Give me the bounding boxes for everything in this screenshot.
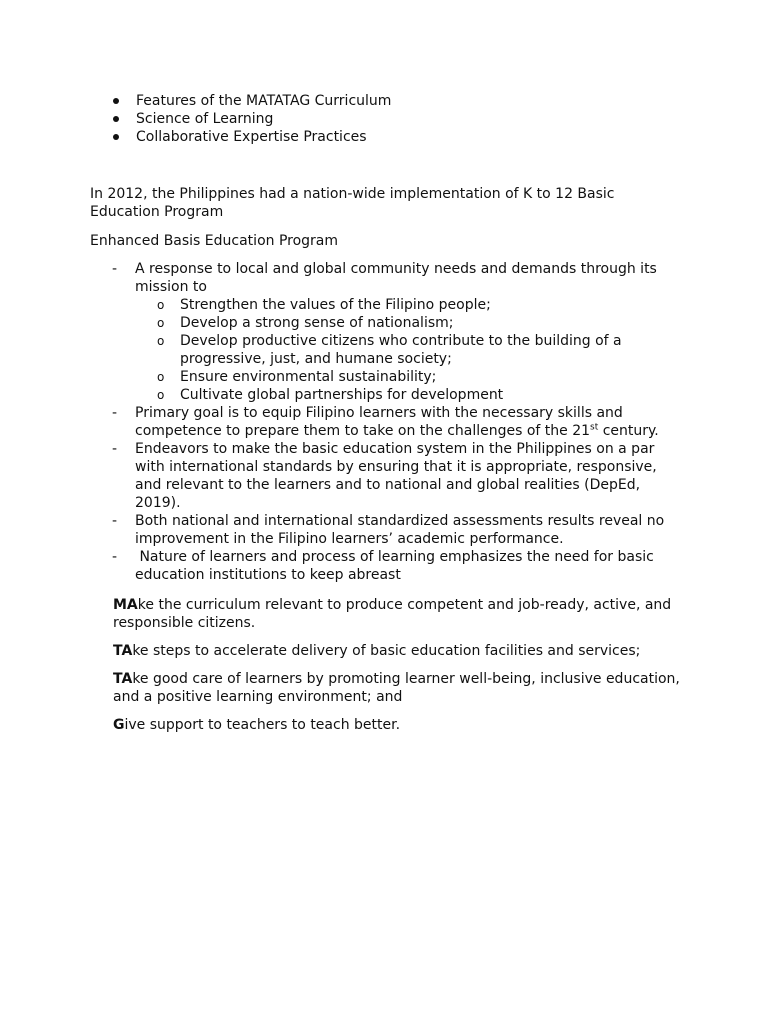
matatag-paragraph-ta-care: TAke good care of learners by promoting learner well-being, inclusive education, and a positive learning environment; and	[113, 671, 680, 705]
list-item: o Strengthen the values of the Filipino people;	[157, 297, 491, 313]
mission-list	[135, 296, 680, 404]
circle-bullet-icon: o	[157, 298, 165, 312]
dash-marker: -	[112, 441, 118, 457]
list-item: Features of the MATATAG Curriculum	[110, 92, 391, 110]
circle-bullet-icon: o	[157, 316, 165, 330]
list-item: o Develop a strong sense of nationalism;	[157, 315, 454, 331]
dash-marker: -	[112, 549, 118, 565]
intro-paragraph: In 2012, the Philippines had a nation-wide implementation of K to 12 Basic Education Program	[90, 186, 615, 220]
circle-bullet-icon: o	[157, 334, 165, 348]
circle-bullet-icon: o	[157, 370, 165, 384]
matatag-paragraph-g: Give support to teachers to teach better.	[113, 717, 401, 733]
list-item: o Develop productive citizens who contribute to the building of a progressive, just, and humane society;	[157, 333, 622, 367]
program-dash-list	[90, 260, 680, 584]
topic-bullet-list	[110, 92, 391, 146]
dash-marker: -	[112, 405, 118, 421]
list-item: - Both national and international standardized assessments results reveal no improvement in the Filipino learners’ academic performance.	[112, 513, 665, 547]
list-item: - A response to local and global community needs and demands through its mission to o Strengthen the values of the Filipino people; o Develop a strong sense of nationalism; o Develop productive citizens who contribute to the building of a progressive, just, and humane society; o Ensure environmental sustainability; o Cultivate global partnerships for development	[90, 260, 680, 404]
bullet-icon	[113, 98, 119, 104]
list-item: - Primary goal is to equip Filipino learners with the necessary skills and competence to prepare them to take on the challenges of the 21st century.	[112, 405, 659, 439]
program-title: Enhanced Basis Education Program	[90, 233, 339, 249]
list-item: - Nature of learners and process of learning emphasizes the need for basic education institutions to keep abreast	[112, 549, 659, 583]
list-item: - Endeavors to make the basic education system in the Philippines on a par with international standards by ensuring that it is appropriate, responsive, and relevant to the learners and to national and global realities (DepEd, 2019).	[112, 441, 657, 511]
list-item: o Cultivate global partnerships for development	[157, 387, 504, 403]
dash-marker: -	[112, 513, 118, 529]
matatag-paragraph-ma: MAke the curriculum relevant to produce competent and job-ready, active, and responsible citizens.	[113, 597, 672, 631]
bullet-icon	[113, 116, 119, 122]
matatag-paragraph-ta-steps: TAke steps to accelerate delivery of basic education facilities and services;	[113, 643, 641, 659]
list-item: o Ensure environmental sustainability;	[157, 369, 437, 385]
bullet-icon	[113, 134, 119, 140]
circle-bullet-icon: o	[157, 388, 165, 402]
list-item: Science of Learning	[110, 110, 391, 128]
list-item: Collaborative Expertise Practices	[110, 128, 391, 146]
dash-marker: -	[112, 261, 118, 277]
